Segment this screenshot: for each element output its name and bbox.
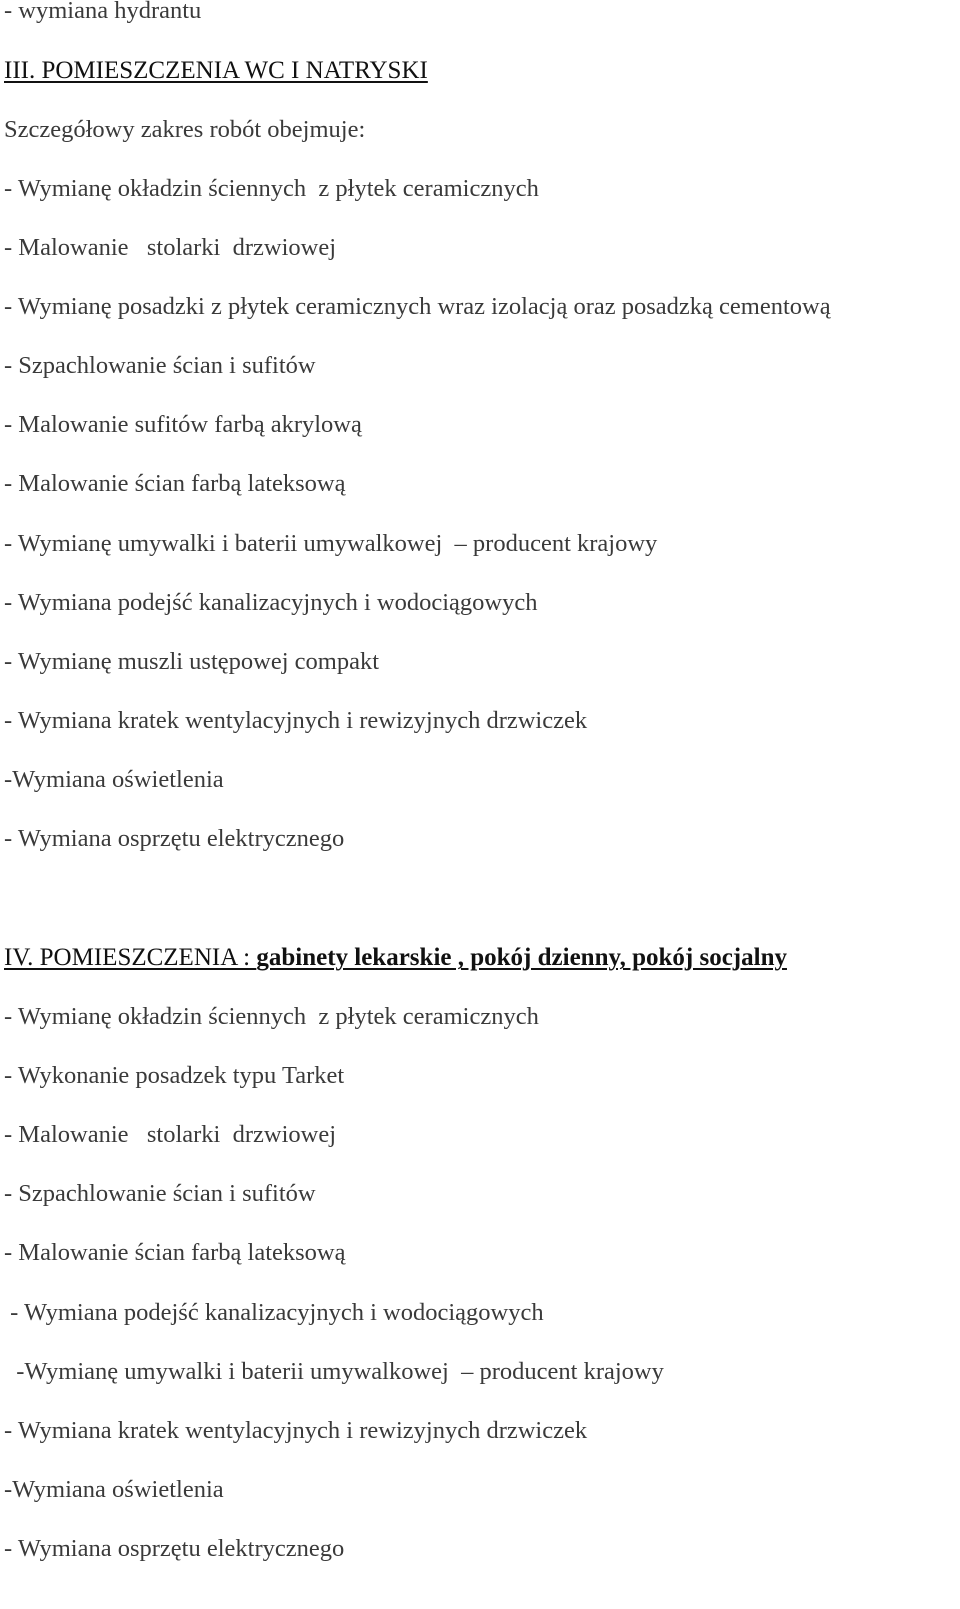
list-item: - Malowanie ścian farbą lateksową xyxy=(4,470,346,497)
section-3-intro: Szczegółowy zakres robót obejmuje: xyxy=(4,116,366,143)
section-4-heading xyxy=(4,943,787,973)
list-item: - Wymiana podejść kanalizacyjnych i wodociągowych xyxy=(4,1299,544,1326)
list-item: - Malowanie stolarki drzwiowej xyxy=(4,1121,337,1148)
list-item: - Wymiana podejść kanalizacyjnych i wodociągowych xyxy=(4,589,538,616)
list-item: - Wymiana osprzętu elektrycznego xyxy=(4,1535,345,1562)
list-item: - Szpachlowanie ścian i sufitów xyxy=(4,352,316,379)
list-item: - Wymianę posadzki z płytek ceramicznych wraz izolacją oraz posadzką cementową xyxy=(4,293,831,320)
list-item: - Malowanie ścian farbą lateksową xyxy=(4,1239,346,1266)
list-item: - Malowanie stolarki drzwiowej xyxy=(4,234,337,261)
list-item: - Wymianę okładzin ściennych z płytek ceramicznych xyxy=(4,175,539,202)
list-item: - Wymiana osprzętu elektrycznego xyxy=(4,825,345,852)
list-item: - Wymiana kratek wentylacyjnych i rewizyjnych drzwiczek xyxy=(4,707,588,734)
section-3-heading: III. POMIESZCZENIA WC I NATRYSKI xyxy=(4,57,428,84)
list-item: - Wymiana kratek wentylacyjnych i rewizyjnych drzwiczek xyxy=(4,1417,588,1444)
section-4-heading-rooms: gabinety lekarskie , pokój dzienny, pokój socjalny xyxy=(256,944,787,971)
list-item: - Wymianę muszli ustępowej compakt xyxy=(4,648,380,675)
list-item: - wymiana hydrantu xyxy=(4,0,202,24)
list-item: - Wykonanie posadzek typu Tarket xyxy=(4,1062,345,1089)
list-item: -Wymianę umywalki i baterii umywalkowej – producent krajowy xyxy=(4,1358,664,1385)
list-item: - Szpachlowanie ścian i sufitów xyxy=(4,1180,316,1207)
list-item: - Wymianę okładzin ściennych z płytek ceramicznych xyxy=(4,1003,539,1030)
section-4-heading-prefix: IV. POMIESZCZENIA : xyxy=(4,944,257,971)
list-item: -Wymiana oświetlenia xyxy=(4,1476,224,1503)
list-item: - Wymianę umywalki i baterii umywalkowej – producent krajowy xyxy=(4,530,658,557)
list-item: -Wymiana oświetlenia xyxy=(4,766,224,793)
list-item: - Malowanie sufitów farbą akrylową xyxy=(4,411,362,438)
